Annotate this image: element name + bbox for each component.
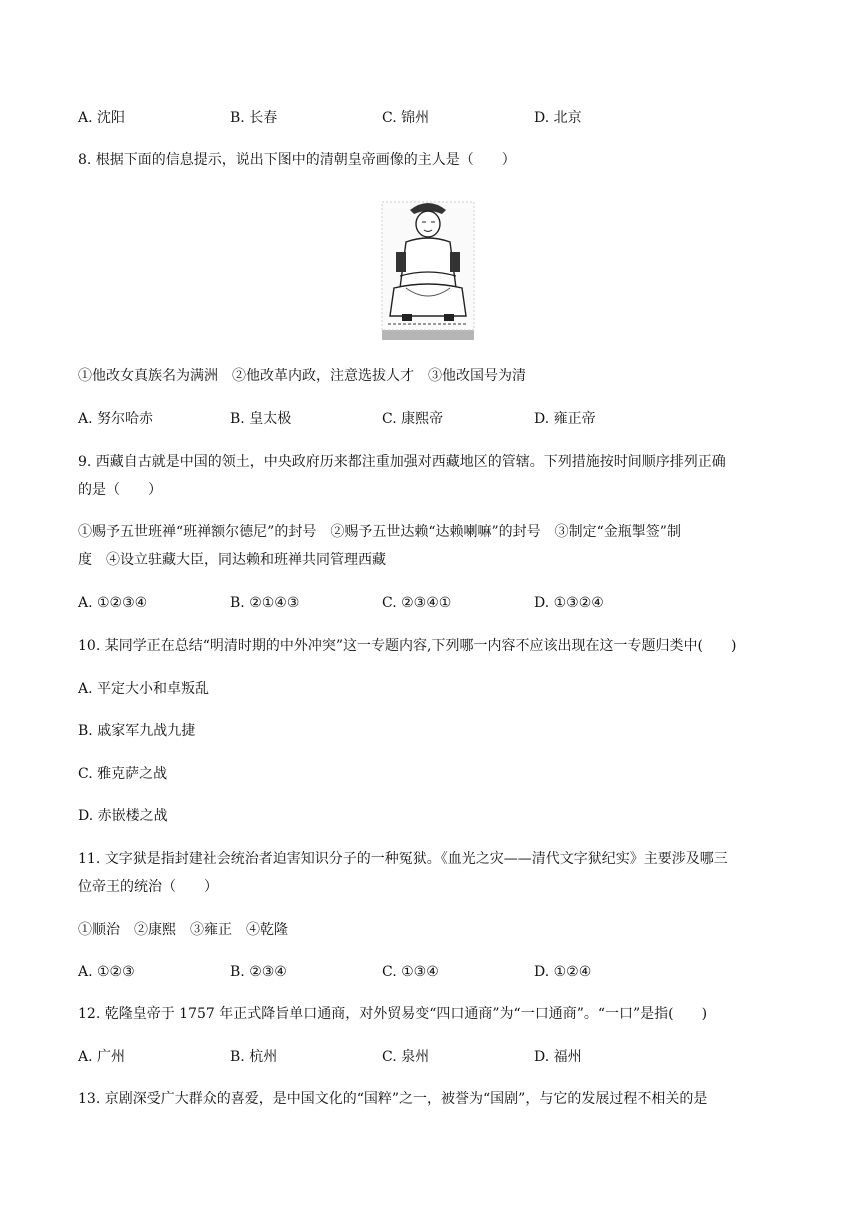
- q8-option-b: B. 皇太极: [230, 411, 292, 427]
- q12-option-a: A. 广州: [78, 1049, 126, 1065]
- q9-option-c: C. ②③④①: [382, 595, 452, 611]
- q9-option-d: D. ①③②④: [534, 595, 604, 611]
- q11-option-a: A. ①②③: [78, 964, 135, 980]
- q10-option-d: D. 赤嵌楼之战: [78, 808, 168, 824]
- q12-stem: 12. 乾隆皇帝于 1757 年正式降旨单口通商，对外贸易变“四口通商”为“一口通商”。“一口”是指( ): [78, 1006, 708, 1022]
- q11-stem-line1: 11. 文字狱是指封建社会统治者迫害知识分子的一种冤狱。《血光之灾——清代文字狱纪实》主要涉及哪三: [78, 851, 728, 867]
- q9-stem-line2: 的是（ ）: [78, 482, 162, 498]
- q12-option-b: B. 杭州: [230, 1049, 278, 1065]
- q11-option-d: D. ①②④: [534, 964, 592, 980]
- q10-option-c: C. 雅克萨之战: [78, 766, 168, 782]
- q9-items-line1: ①赐予五世班禅“班禅额尔德尼”的封号 ②赐予五世达赖“达赖喇嘛”的封号 ③制定“金瓶掣签”制: [78, 524, 681, 540]
- q12-option-c: C. 泉州: [382, 1049, 430, 1065]
- q9-option-b: B. ②①④③: [230, 595, 300, 611]
- q11-stem-line2: 位帝王的统治（ ）: [78, 879, 218, 895]
- q12-options: [78, 1047, 698, 1067]
- q7-option-c: C. 锦州: [382, 110, 430, 126]
- q10-option-b: B. 戚家军九战九捷: [78, 723, 196, 739]
- q7-option-a: A. 沈阳: [78, 110, 126, 126]
- q8-option-c: C. 康熙帝: [382, 411, 444, 427]
- q11-option-c: C. ①③④: [382, 964, 439, 980]
- q8-option-d: D. 雍正帝: [534, 411, 596, 427]
- q12-option-d: D. 福州: [534, 1049, 582, 1065]
- q11-option-b: B. ②③④: [230, 964, 287, 980]
- q13-stem: 13. 京剧深受广大群众的喜爱，是中国文化的“国粹”之一，被誉为“国剧”，与它的发展过程不相关的是: [78, 1091, 708, 1107]
- q10-stem: 10. 某同学正在总结“明清时期的中外冲突”这一专题内容,下列哪一内容不应该出现在这一专题归类中( ): [78, 638, 737, 654]
- q9-items-line2: 度 ④设立驻藏大臣，同达赖和班禅共同管理西藏: [78, 552, 386, 568]
- q9-stem-line1: 9. 西藏自古就是中国的领土，中央政府历来都注重加强对西藏地区的管辖。下列措施按时间顺序排列正确: [78, 454, 726, 470]
- q8-stem: 8. 根据下面的信息提示，说出下图中的清朝皇帝画像的主人是（ ）: [78, 152, 516, 168]
- q7-options: [78, 108, 698, 128]
- q10-option-a: A. 平定大小和卓叛乱: [78, 681, 210, 697]
- q8-hints: ①他改女真族名为满洲 ②他改革内政，注意选拔人才 ③他改国号为清: [78, 368, 526, 384]
- q9-options: [78, 593, 698, 613]
- q11-items: ①顺治 ②康熙 ③雍正 ④乾隆: [78, 922, 288, 938]
- q7-option-b: B. 长春: [230, 110, 278, 126]
- q11-options: [78, 962, 698, 982]
- q8-option-a: A. 努尔哈赤: [78, 411, 154, 427]
- emperor-portrait-image: [376, 196, 480, 344]
- q9-option-a: A. ①②③④: [78, 595, 148, 611]
- q8-options: [78, 409, 698, 429]
- q7-option-d: D. 北京: [534, 110, 582, 126]
